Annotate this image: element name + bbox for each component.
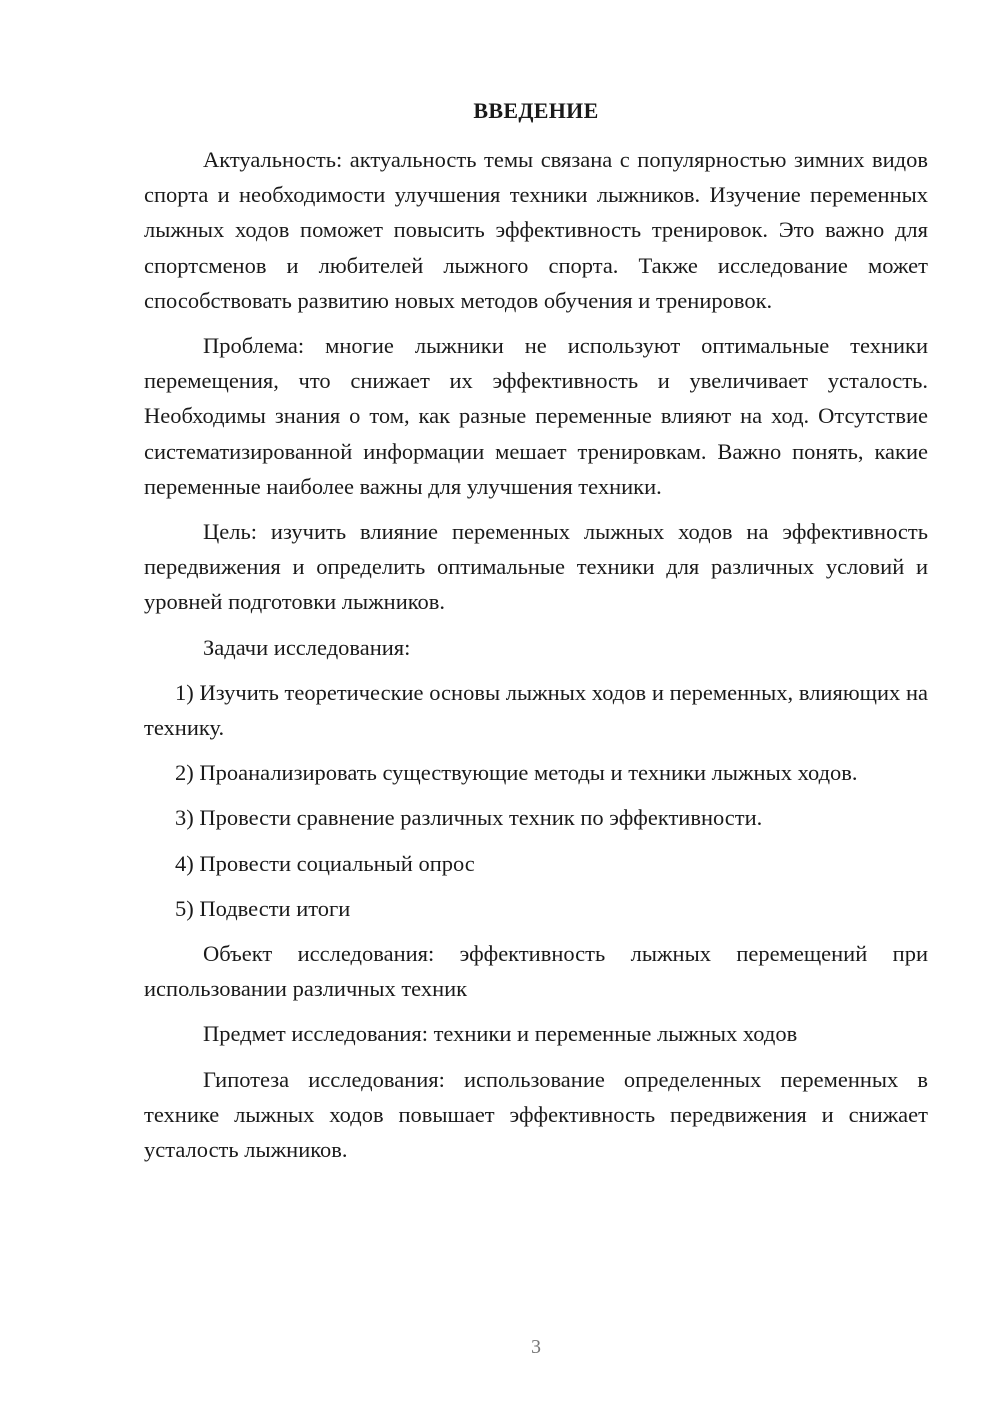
- paragraph-object: Объект исследования: эффективность лыжных перемещений при использовании различных техник: [144, 941, 928, 1002]
- page-number: 3: [531, 1336, 541, 1358]
- paragraph-hypothesis: Гипотеза исследования: использование определенных переменных в технике лыжных ходов повышает эффективность передвижения и снижает усталость лыжников.: [144, 1066, 928, 1163]
- task-item: 4) Провести социальный опрос: [175, 850, 475, 876]
- paragraph-goal: Цель: изучить влияние переменных лыжных ходов на эффективность передвижения и определить оптимальные техники для различных условий и уровней подготовки лыжников.: [144, 519, 928, 615]
- task-item: 1) Изучить теоретические основы лыжных ходов и переменных, влияющих на технику.: [144, 679, 928, 741]
- section-title: ВВЕДЕНИЕ: [473, 98, 599, 123]
- task-item: 3) Провести сравнение различных техник по эффективности.: [175, 805, 763, 831]
- task-item: 5) Подвести итоги: [175, 895, 351, 921]
- paragraph-relevance: Актуальность: актуальность темы связана с популярностью зимних видов спорта и необходимости улучшения техники лыжников. Изучение переменных лыжных ходов поможет повысить эффективность тренировок. Это важно для спортсменов и любителей лыжного спорта. Также исследование может способствовать развитию новых методов обучения и тренировок.: [144, 147, 928, 313]
- paragraph-subject: Предмет исследования: техники и переменные лыжных ходов: [203, 1021, 798, 1047]
- paragraph-problem: Проблема: многие лыжники не используют оптимальные техники перемещения, что снижает их эффективность и увеличивает усталость. Необходимы знания о том, как разные переменные влияют на ход. Отсутствие систематизированной информации мешает тренировкам. Важно понять, какие переменные наиболее важны для улучшения техники.: [144, 333, 928, 499]
- document-body: [144, 142, 928, 1177]
- task-item: 2) Проанализировать существующие методы и техники лыжных ходов.: [175, 760, 858, 786]
- paragraph-tasks-heading: Задачи исследования:: [203, 634, 411, 660]
